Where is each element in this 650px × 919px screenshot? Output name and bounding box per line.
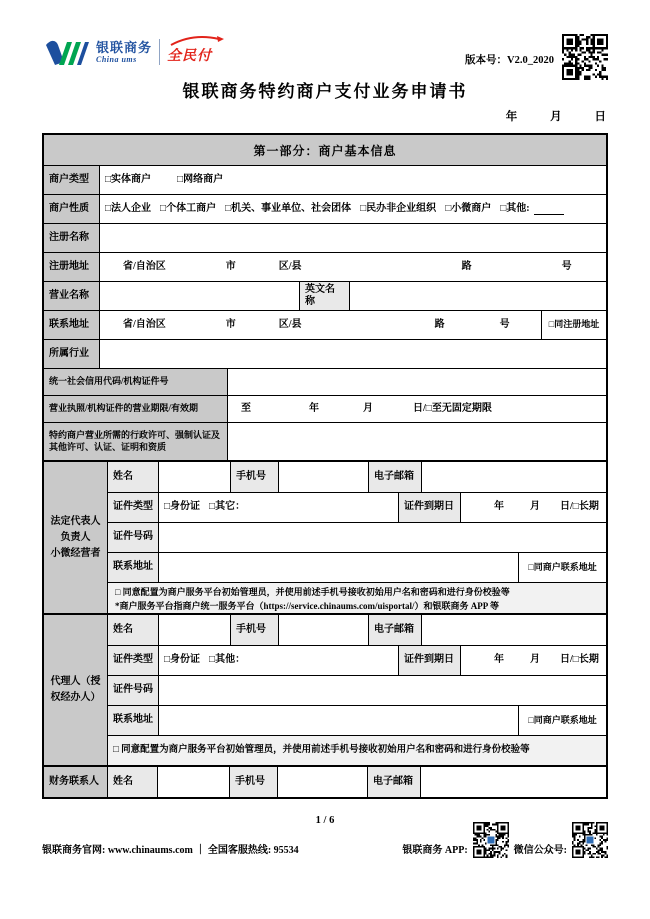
other-blank-line[interactable] [534,204,564,215]
legal-rep-contact-row [108,552,606,582]
agent-name-field[interactable] [158,615,230,645]
merchant-nature-options [99,195,606,223]
road-label: 路 [461,260,472,272]
month-label: 月 [363,402,373,414]
chinaums-logo-mark-icon [45,36,89,68]
legal-rep-note-row [108,582,606,613]
checkbox-option-physical-merchant[interactable]: □实体商户 [105,173,152,185]
admin-consent-checkbox-line[interactable]: □ 同意配置为商户服务平台初始管理员，并使用前述手机号接收初始用户名和密码和进行身份校验等 [115,587,510,597]
year-label: 年 [494,501,504,513]
checkbox-option-individual-business[interactable]: □个体工商户 [160,202,217,214]
date-day-label: 日 [594,111,606,123]
app-qr-code [473,822,509,858]
agent-mobile-field[interactable] [278,615,368,645]
wechat-qr-label: 微信公众号: [513,845,567,856]
permits-label: 特约商户营业所需的行政许可、强制认证及其他许可、认证、证明和资质 [44,423,227,460]
legal-rep-mobile-field[interactable] [278,462,368,492]
quanminfu-logo [167,39,212,65]
registered-address-row [44,252,606,281]
legal-rep-id-type-row [108,492,606,522]
registered-name-field[interactable] [99,224,606,252]
until-label: 至 [241,402,251,414]
agent-name-row [108,615,606,645]
english-name-field[interactable] [349,282,606,310]
app-qr-label: 银联商务 APP: [402,845,468,856]
email-label: 电子邮箱 [368,615,421,645]
legal-rep-block [44,460,606,613]
legal-rep-id-number-field[interactable] [158,523,606,552]
date-month-label: 月 [550,111,562,123]
district-label: 区/县 [278,260,302,272]
city-label: 市 [225,260,236,272]
agent-id-number-field[interactable] [158,676,606,705]
registered-name-label: 注册名称 [44,224,99,252]
district-label: 区/县 [278,318,302,330]
finance-mobile-field[interactable] [277,767,367,797]
credit-code-row [44,368,606,395]
footer-site-line: 银联商务官网: www.chinaums.com ｜ 全国客服热线: 95534 [42,845,299,856]
province-label: 省/自治区 [123,318,166,330]
license-validity-row [44,395,606,422]
merchant-nature-row [44,194,606,223]
checkbox-option-id-card[interactable]: □身份证 [164,654,201,666]
checkbox-option-micro-merchant[interactable]: □小微商户 [445,202,492,214]
finance-name-field[interactable] [157,767,229,797]
month-label: 月 [530,654,540,666]
version-label: 版本号：V2.0_2020 [465,55,554,66]
industry-row [44,339,606,368]
day-long-term-checkbox[interactable]: 日/□长期 [560,501,599,513]
industry-label: 所属行业 [44,340,99,368]
role-line: 法定代表人 [50,515,101,527]
business-name-field[interactable] [99,282,299,310]
agent-id-type-options [158,646,398,675]
business-name-label: 营业名称 [44,282,99,310]
agent-id-number-row [108,675,606,705]
agent-block [44,613,606,765]
mobile-label: 手机号 [230,462,278,492]
email-label: 电子邮箱 [368,462,421,492]
credit-code-label: 统一社会信用代码/机构证件号 [44,369,227,395]
license-validity-field[interactable] [227,396,606,422]
name-label: 姓名 [107,767,157,797]
finance-contact-label: 财务联系人 [44,767,107,797]
number-label: 号 [561,260,572,272]
agent-contact-row [108,705,606,735]
brand-name-en: China ums [96,54,137,64]
logo-divider [159,39,160,65]
checkbox-option-corporate[interactable]: □法人企业 [105,202,152,214]
checkbox-option-institution[interactable]: □机关、事业单位、社会团体 [225,202,352,214]
agent-note-row [108,735,606,765]
id-expiry-label: 证件到期日 [398,493,460,522]
agent-role-label: 代理人（授权经办人） [44,615,107,765]
merchant-type-options [99,166,606,194]
checkbox-option-online-merchant[interactable]: □网络商户 [177,173,224,185]
chinaums-logo [45,36,212,68]
business-name-row [44,281,606,310]
legal-rep-id-type-options [158,493,398,522]
role-line: 小微经营者 [50,547,101,559]
date-line [476,108,606,124]
checkbox-option-id-card[interactable]: □身份证 [164,501,201,513]
contact-address-field[interactable] [99,311,541,339]
date-year-label: 年 [505,111,518,123]
page-number: 1 / 6 [315,815,335,826]
legal-rep-role-label [44,462,107,613]
day-long-term-checkbox[interactable]: 日/□长期 [560,654,599,666]
checkbox-option-other-id[interactable]: □其它： [209,501,246,513]
page-footer [42,822,608,858]
quanminfu-swoosh-icon [169,35,225,47]
finance-contact-row [44,765,606,797]
agent-email-field[interactable] [421,615,606,645]
checkbox-option-other-id[interactable]: □其他： [209,654,246,666]
name-label: 姓名 [108,615,158,645]
contact-address-label: 联系地址 [108,553,158,582]
quanminfu-text: 全民付 [167,49,213,64]
id-number-label: 证件号码 [108,523,158,552]
contact-address-label: 联系地址 [108,706,158,735]
form-title: 银联商务特约商户支付业务申请书 [182,82,468,101]
version-qr-code [562,34,608,80]
legal-rep-id-number-row [108,522,606,552]
id-expiry-label: 证件到期日 [398,646,460,675]
legal-rep-id-expiry-field[interactable] [460,493,606,522]
checkbox-option-other[interactable]: □其他: [500,202,530,214]
same-as-registered-checkbox[interactable]: □同注册地址 [541,311,606,339]
day-no-fixed-term-checkbox[interactable]: 日/□至无固定期限 [413,402,492,414]
contact-address-row [44,310,606,339]
mobile-label: 手机号 [229,767,277,797]
agent-contact-field[interactable] [158,706,518,735]
registered-address-field[interactable] [99,253,606,281]
legal-rep-note [108,583,606,613]
contact-address-label: 联系地址 [44,311,99,339]
year-label: 年 [309,402,319,414]
legal-rep-name-row [108,462,606,492]
finance-email-field[interactable] [420,767,606,797]
checkbox-option-non-enterprise[interactable]: □民办非企业组织 [360,202,437,214]
wechat-qr-code [572,822,608,858]
email-label: 电子邮箱 [367,767,420,797]
legal-rep-contact-field[interactable] [158,553,518,582]
merchant-nature-label: 商户性质 [44,195,99,223]
mobile-label: 手机号 [230,615,278,645]
platform-note-line: *商户服务平台指商户统一服务平台（https://service.chinaums.com/uisportal/）和银联商务 APP 等 [115,601,499,611]
agent-id-expiry-field[interactable] [460,646,606,675]
legal-rep-name-field[interactable] [158,462,230,492]
registered-name-row [44,223,606,252]
number-label: 号 [499,318,510,330]
industry-field[interactable] [99,340,606,368]
license-validity-label: 营业执照/机构证件的营业期限/有效期 [44,396,227,422]
merchant-type-row [44,165,606,194]
year-label: 年 [494,654,504,666]
registered-address-label: 注册地址 [44,253,99,281]
permits-row [44,422,606,460]
city-label: 市 [225,318,236,330]
road-label: 路 [434,318,445,330]
section-header-row [44,135,606,165]
id-type-label: 证件类型 [108,493,158,522]
credit-code-field[interactable] [227,369,606,395]
agent-id-type-row [108,645,606,675]
same-as-merchant-contact-checkbox[interactable]: □同商户联系地址 [518,553,606,582]
legal-rep-email-field[interactable] [421,462,606,492]
same-as-merchant-contact-checkbox[interactable]: □同商户联系地址 [518,706,606,735]
month-label: 月 [530,501,540,513]
merchant-type-label: 商户类型 [44,166,99,194]
english-name-label: 英文名称 [299,282,349,310]
section-header: 第一部分：商户基本信息 [44,135,606,165]
province-label: 省/自治区 [123,260,166,272]
brand-text [96,41,152,64]
id-number-label: 证件号码 [108,676,158,705]
id-type-label: 证件类型 [108,646,158,675]
permits-field[interactable] [227,423,606,460]
name-label: 姓名 [108,462,158,492]
role-line: 负责人 [60,531,91,543]
admin-consent-checkbox-line[interactable]: □ 同意配置为商户服务平台初始管理员，并使用前述手机号接收初始用户名和密码和进行身份校验等 [108,736,606,765]
merchant-info-table [42,133,608,799]
brand-name-cn: 银联商务 [96,39,153,55]
